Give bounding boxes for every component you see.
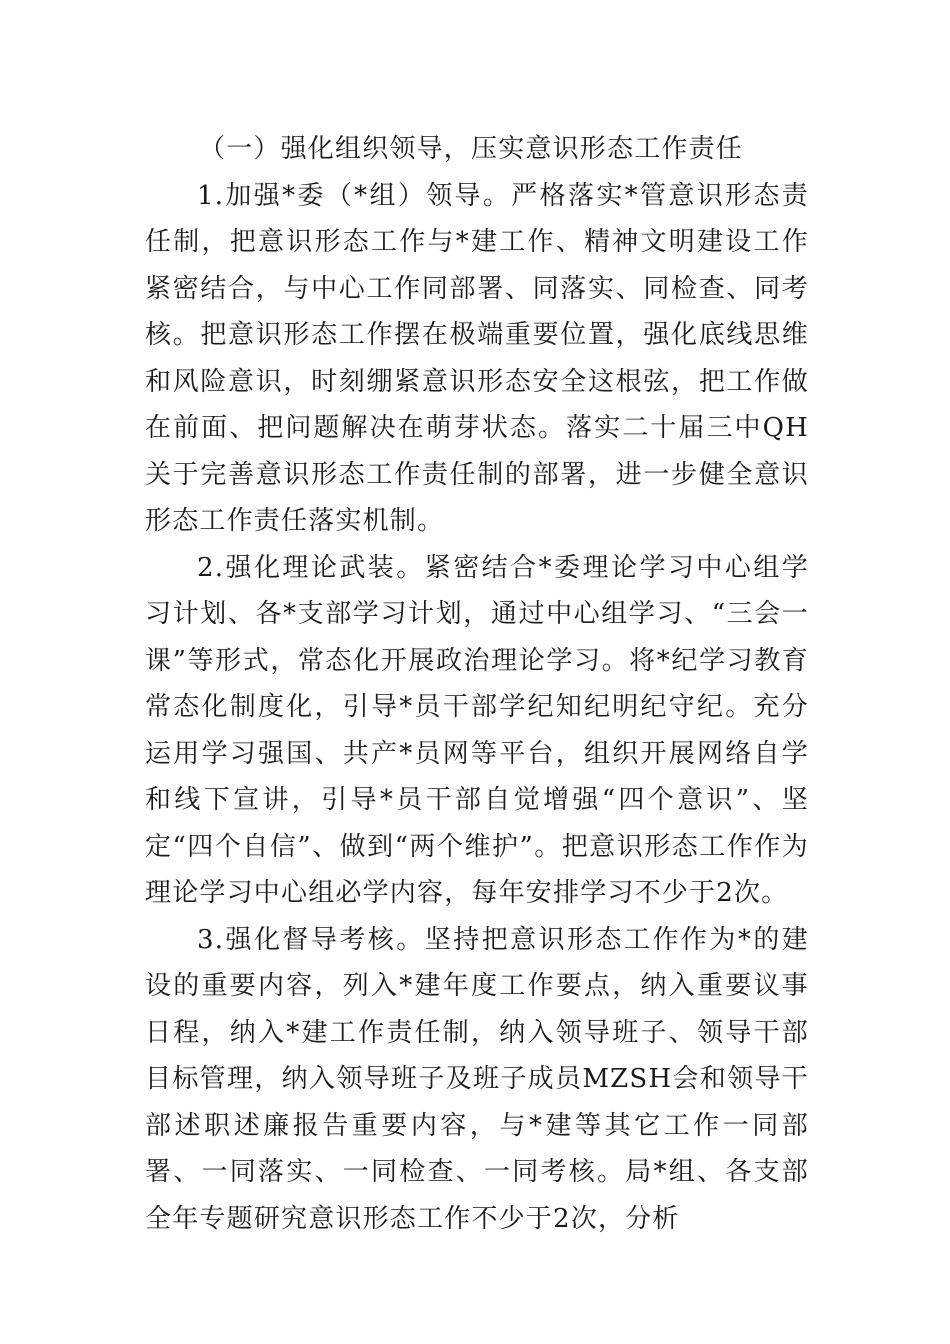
document-body (145, 126, 809, 1242)
section-heading: （一）强化组织领导，压实意识形态工作责任 (199, 134, 744, 164)
paragraph-2: 2.强化理论武装。紧密结合*委理论学习中心组学习计划、各*支部学习计划，通过中心组学习、“三会一课”等形式，常态化开展政治理论学习。将*纪学习教育常态化制度化，引导*员干部学纪知纪明纪守纪。充分运用学习强国、共产*员网等平台，组织开展网络自学和线下宣讲，引导*员干部自觉增强“四个意识”、坚定“四个自信”、做到“两个维护”。把意识形态工作作为理论学习中心组必学内容，每年安排学习不少于2次。 (145, 552, 809, 908)
paragraph-3: 3.强化督导考核。坚持把意识形态工作作为*的建设的重要内容，列入*建年度工作要点，纳入重要议事日程，纳入*建工作责任制，纳入领导班子、领导干部目标管理，纳入领导班子及班子成员MZSH会和领导干部述职述廉报告重要内容，与*建等其它工作一同部署、一同落实、一同检查、一同考核。局*组、各支部全年专题研究意识形态工作不少于2次，分析 (145, 924, 809, 1234)
paragraph-1: 1.加强*委（*组）领导。严格落实*管意识形态责任制，把意识形态工作与*建工作、精神文明建设工作紧密结合，与中心工作同部署、同落实、同检查、同考核。把意识形态工作摆在极端重要位置，强化底线思维和风险意识，时刻绷紧意识形态安全这根弦，把工作做在前面、把问题解决在萌芽状态。落实二十届三中QH关于完善意识形态工作责任制的部署，进一步健全意识形态工作责任落实机制。 (145, 180, 809, 536)
